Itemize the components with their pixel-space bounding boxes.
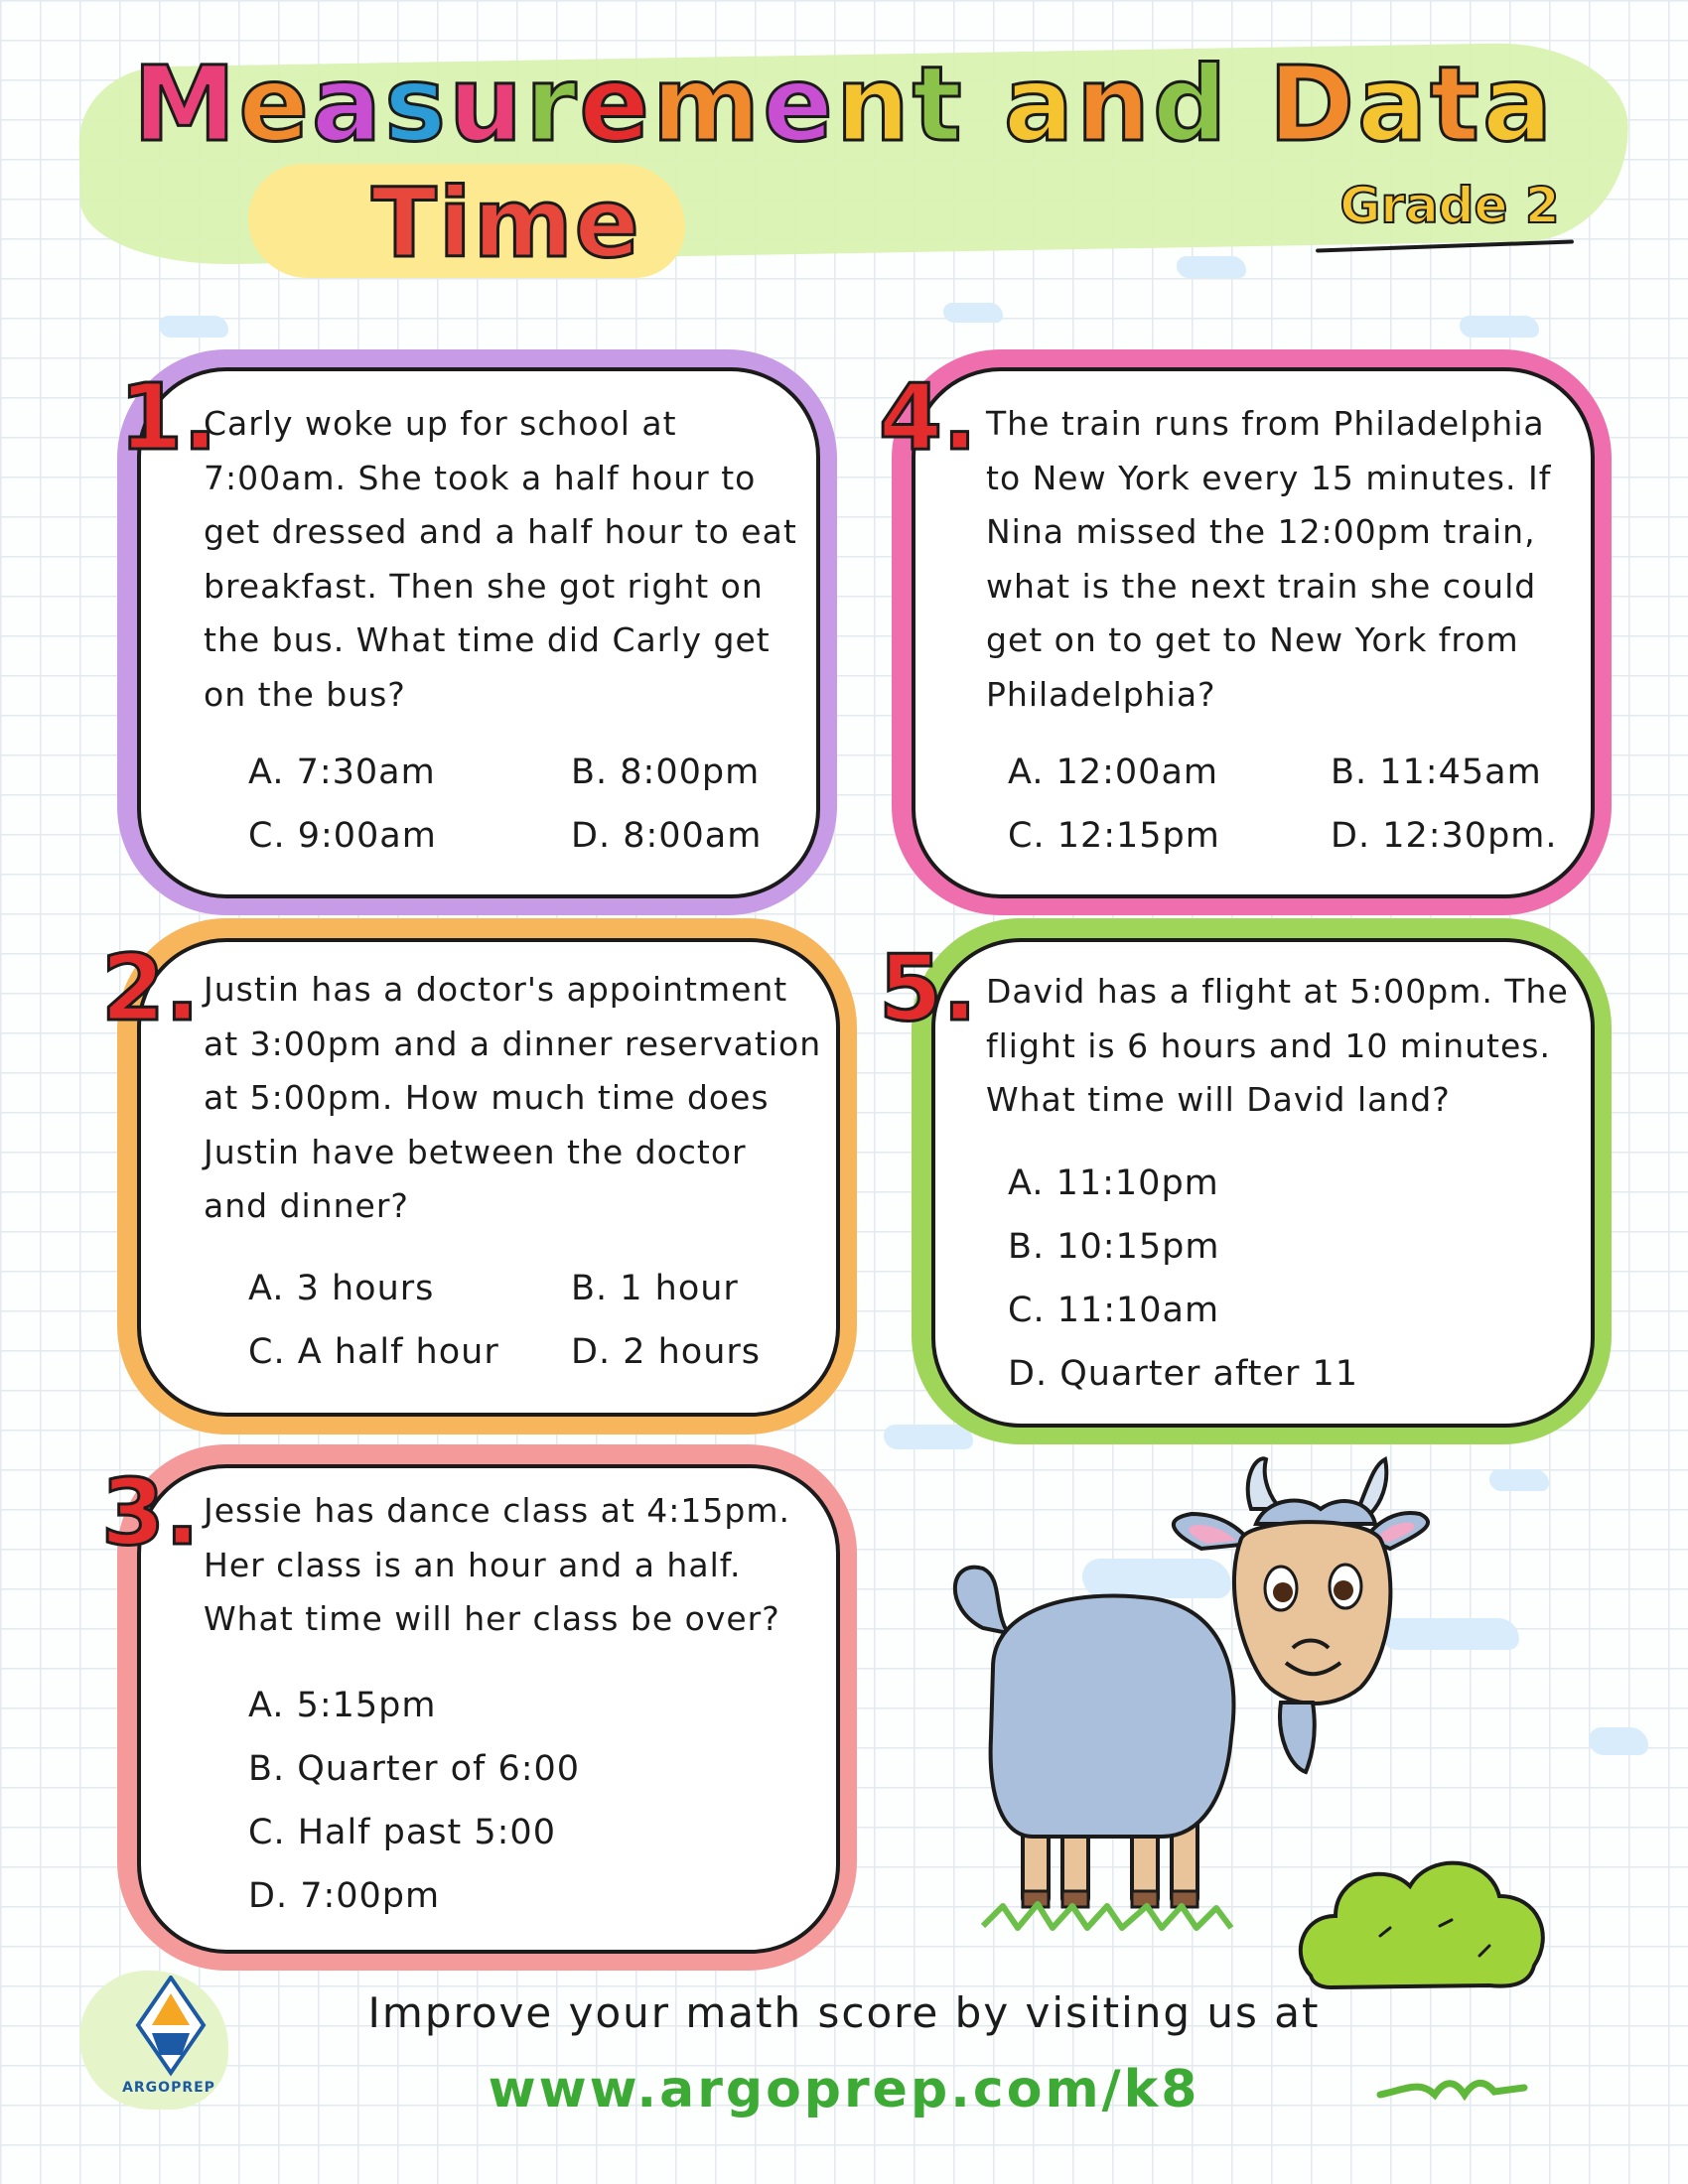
question-4-option-a[interactable]: A. 12:00am <box>1008 752 1218 792</box>
question-4-number: 4. <box>879 364 977 471</box>
cloud-decoration <box>1589 1727 1648 1755</box>
question-1-number: 1. <box>119 364 217 471</box>
question-1-option-c[interactable]: C. 9:00am <box>248 816 437 856</box>
question-5-text: David has a flight at 5:00pm. The flight is 6 hours and 10 minutes. What time will David land? <box>986 972 1569 1119</box>
question-2-number: 2. <box>101 935 200 1041</box>
question-5-option-a[interactable]: A. 11:10pm <box>1008 1163 1219 1203</box>
question-1-option-a[interactable]: A. 7:30am <box>248 752 436 792</box>
question-1-option-d[interactable]: D. 8:00am <box>571 816 763 856</box>
question-4-option-d[interactable]: D. 12:30pm. <box>1331 816 1558 856</box>
title-letter: a <box>1357 44 1431 165</box>
question-2-option-d[interactable]: D. 2 hours <box>571 1332 761 1372</box>
question-4-option-b[interactable]: B. 11:45am <box>1331 752 1542 792</box>
question-3-text: Jessie has dance class at 4:15pm. Her class is an hour and a half. What time will her class be over? <box>204 1491 790 1638</box>
question-5-option-b[interactable]: B. 10:15pm <box>1008 1227 1220 1267</box>
cloud-decoration <box>1460 316 1539 338</box>
cloud-decoration <box>159 316 228 338</box>
title-letter: d <box>1153 44 1230 165</box>
question-5-number: 5. <box>879 935 977 1041</box>
cloud-decoration <box>943 303 1003 323</box>
question-3-option-c[interactable]: C. Half past 5:00 <box>248 1813 556 1852</box>
question-1-option-b[interactable]: B. 8:00pm <box>571 752 761 792</box>
page-subtitle: Time <box>371 168 641 279</box>
title-letter: m <box>651 44 764 165</box>
title-letter: t <box>1430 44 1482 165</box>
question-4-text: The train runs from Philadelphia to New York every 15 minutes. If Nina missed the 12:00pm train, what is the next train she could get on to get to New York from Philadelphia? <box>986 404 1552 714</box>
title-letter: e <box>763 44 836 165</box>
question-4-option-c[interactable]: C. 12:15pm <box>1008 816 1220 856</box>
title-letter: n <box>1076 44 1154 165</box>
title-letter <box>1230 44 1269 165</box>
title-letter: u <box>449 44 526 165</box>
title-letter: a <box>1481 44 1556 165</box>
bush-illustration <box>1291 1817 1559 1995</box>
title-letter: D <box>1268 44 1358 165</box>
title-letter: e <box>238 44 312 165</box>
title-letter: t <box>912 44 965 165</box>
question-2-text: Justin has a doctor's appointment at 3:00pm and a dinner reservation at 5:00pm. How much time does Justin have between the doctor and dinner? <box>204 970 822 1225</box>
page-title <box>132 40 1556 169</box>
question-3-option-b[interactable]: B. Quarter of 6:00 <box>248 1749 581 1789</box>
cloud-decoration <box>1177 256 1246 278</box>
question-2-option-b[interactable]: B. 1 hour <box>571 1269 739 1308</box>
question-3-number: 3. <box>101 1459 200 1566</box>
question-5-option-c[interactable]: C. 11:10am <box>1008 1291 1220 1330</box>
question-2-option-c[interactable]: C. A half hour <box>248 1332 499 1372</box>
footer-message: Improve your math score by visiting us at <box>367 1988 1321 2037</box>
title-letter: e <box>579 44 652 165</box>
title-letter: s <box>384 44 450 165</box>
title-letter <box>965 44 1004 165</box>
logo-text: ARGOPREP <box>122 2080 215 2096</box>
title-letter: a <box>311 44 385 165</box>
grade-label: Grade 2 <box>1339 177 1560 234</box>
question-5-option-d[interactable]: D. Quarter after 11 <box>1008 1354 1359 1394</box>
question-1-text: Carly woke up for school at 7:00am. She took a half hour to get dressed and a half hour to eat breakfast. Then she got right on the bus. What time did Carly get on the bus? <box>204 404 797 714</box>
question-3-option-d[interactable]: D. 7:00pm <box>248 1876 441 1916</box>
title-letter: M <box>132 44 239 165</box>
cloud-decoration <box>1489 1469 1549 1491</box>
title-letter: n <box>835 44 913 165</box>
title-letter: r <box>525 44 580 165</box>
footer-link[interactable]: www.argoprep.com/k8 <box>488 2060 1200 2119</box>
question-2-option-a[interactable]: A. 3 hours <box>248 1269 435 1308</box>
title-letter: a <box>1003 44 1076 165</box>
question-3-option-a[interactable]: A. 5:15pm <box>248 1686 437 1725</box>
